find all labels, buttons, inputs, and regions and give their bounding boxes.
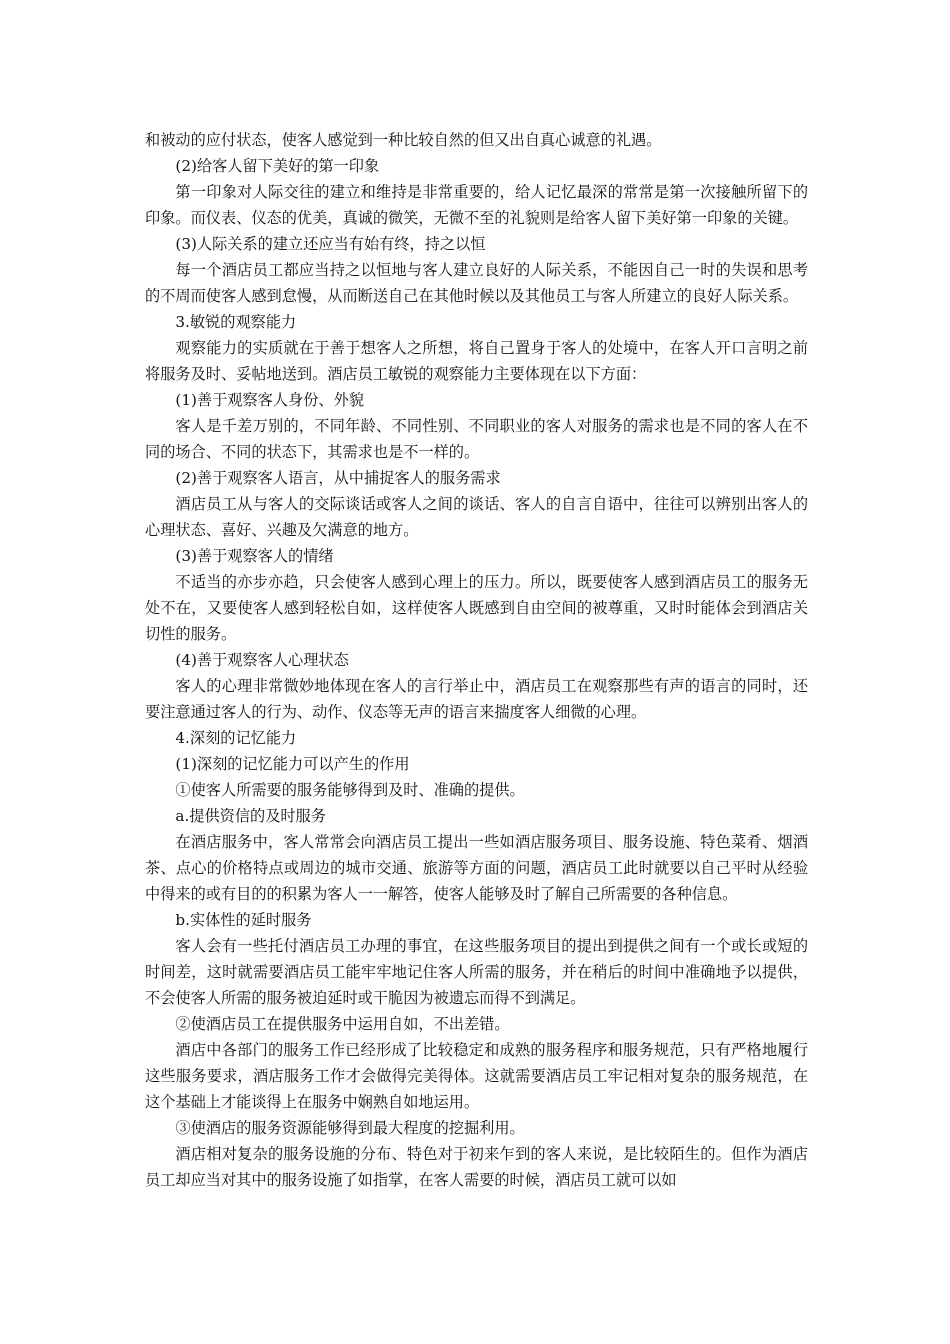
paragraph: 客人会有一些托付酒店员工办理的事宜，在这些服务项目的提出到提供之间有一个或长或短的时间差，这时就需要酒店员工能牢牢地记住客人所需的服务，并在稍后的时间中准确地予以提供，不会使客人所需的服务被迫延时或干脆因为被遗忘而得不到满足。	[145, 937, 808, 1007]
paragraph: 酒店员工从与客人的交际谈话或客人之间的谈话、客人的自言自语中，往往可以辨别出客人的心理状态、喜好、兴趣及欠满意的地方。	[145, 495, 808, 539]
paragraph: 客人的心理非常微妙地体现在客人的言行举止中，酒店员工在观察那些有声的语言的同时，还要注意通过客人的行为、动作、仪态等无声的语言来揣度客人细微的心理。	[145, 677, 808, 721]
document-page	[145, 127, 808, 1193]
subheading: (2)善于观察客人语言，从中捕捉客人的服务需求	[175, 469, 501, 487]
list-subpoint: b.实体性的延时服务	[175, 911, 312, 929]
subheading: (3)人际关系的建立还应当有始有终，持之以恒	[175, 235, 486, 253]
paragraph: 观察能力的实质就在于善于想客人之所想，将自己置身于客人的处境中，在客人开口言明之前将服务及时、妥帖地送到。酒店员工敏锐的观察能力主要体现在以下方面：	[145, 339, 808, 383]
list-subpoint: a.提供资信的及时服务	[175, 807, 326, 825]
subheading: (2)给客人留下美好的第一印象	[175, 157, 380, 175]
paragraph-continuation: 和被动的应付状态，使客人感觉到一种比较自然的但又出自真心诚意的礼遇。	[145, 131, 662, 149]
section-heading: 4.深刻的记忆能力	[175, 729, 297, 747]
paragraph: 不适当的亦步亦趋，只会使客人感到心理上的压力。所以，既要使客人感到酒店员工的服务无处不在，又要使客人感到轻松自如，这样使客人既感到自由空间的被尊重，又时时能体会到酒店关切性的服务。	[145, 573, 808, 643]
subheading: (1)深刻的记忆能力可以产生的作用	[175, 755, 410, 773]
list-point: ①使客人所需要的服务能够得到及时、准确的提供。	[175, 781, 525, 799]
paragraph: 客人是千差万别的，不同年龄、不同性别、不同职业的客人对服务的需求也是不同的客人在不同的场合、不同的状态下，其需求也是不一样的。	[145, 417, 808, 461]
subheading: (4)善于观察客人心理状态	[175, 651, 349, 669]
paragraph: 每一个酒店员工都应当持之以恒地与客人建立良好的人际关系，不能因自己一时的失误和思考的不周而使客人感到怠慢，从而断送自己在其他时候以及其他员工与客人所建立的良好人际关系。	[145, 261, 808, 305]
paragraph: 酒店相对复杂的服务设施的分布、特色对于初来乍到的客人来说，是比较陌生的。但作为酒店员工却应当对其中的服务设施了如指掌，在客人需要的时候，酒店员工就可以如	[145, 1145, 808, 1189]
paragraph: 酒店中各部门的服务工作已经形成了比较稳定和成熟的服务程序和服务规范，只有严格地履行这些服务要求，酒店服务工作才会做得完美得体。这就需要酒店员工牢记相对复杂的服务规范，在这个基础上才能谈得上在服务中娴熟自如地运用。	[145, 1041, 808, 1111]
subheading: (3)善于观察客人的情绪	[175, 547, 334, 565]
paragraph: 在酒店服务中，客人常常会向酒店员工提出一些如酒店服务项目、服务设施、特色菜肴、烟酒茶、点心的价格特点或周边的城市交通、旅游等方面的问题，酒店员工此时就要以自己平时从经验中得来的或有目的的积累为客人一一解答，使客人能够及时了解自己所需要的各种信息。	[145, 833, 808, 903]
section-heading: 3.敏锐的观察能力	[175, 313, 297, 331]
list-point: ③使酒店的服务资源能够得到最大程度的挖掘利用。	[175, 1119, 525, 1137]
subheading: (1)善于观察客人身份、外貌	[175, 391, 364, 409]
list-point: ②使酒店员工在提供服务中运用自如，不出差错。	[175, 1015, 510, 1033]
paragraph: 第一印象对人际交往的建立和维持是非常重要的，给人记忆最深的常常是第一次接触所留下的印象。而仪表、仪态的优美，真诚的微笑，无微不至的礼貌则是给客人留下美好第一印象的关键。	[145, 183, 808, 227]
